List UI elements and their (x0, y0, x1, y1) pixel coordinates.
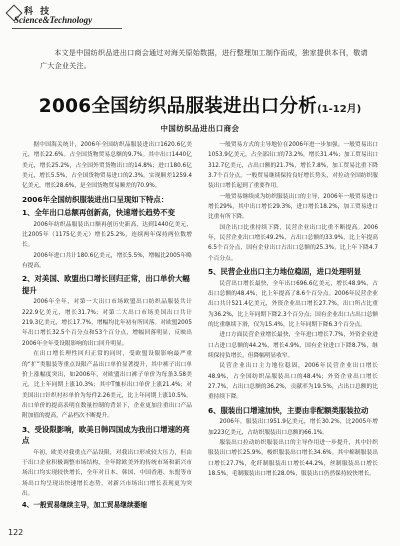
section-heading: 2006年全国纺织服装进出口呈现如下特点： (22, 194, 169, 204)
section-heading: 1、全年出口总额再创新高，快速增长趋势不变 (22, 208, 175, 218)
article-title (0, 92, 400, 118)
paragraph: 一般贸易继续成为纺织服装出口的主导，2006年一般贸易进口增长29%，其中出口增长29.3%，进口增长18.2%，加工贸易进口比重有所下降。 (208, 193, 378, 221)
section-title-zh: 科 技 (24, 7, 52, 17)
paragraph: 据中国海关统计，2006年全国纺织品服装进出口1620.6亿美元，增长22.6%。占全国货物贸易总额的9.7%。其中出口1440亿美元，增长25.2%，占全国外贸货物出口的14.8%；进口180.6亿美元，增长5.5%，占全国货物贸易进口的2.3%。实现顺差1259.4亿美元，增长28.6%，是全国货物贸易顺差的70.9%。 (22, 142, 192, 190)
paragraph: 在出口增长理性回归正常的同时，受欧盟设限影响最严重的“扩”类服装等重点设限产品出口单价显著提升，其中裤子出口单价上涨幅度突出，如2006年，对欧盟出口裤子单价为每条3.58美元，比上年同期上涨10.3%；其中T恤衫出口单价上涨21.4%；对美国出口针织衬衫单价为每件2.26美元，比上年同期上涨10.5%。出口单价的提高表明在数量控制的背景下，企业更加注重出口产品附加值的提高，产品档次不断提升。 (22, 351, 192, 420)
section-heading: 2、对美国、欧盟出口增长回归正常，出口单价大幅提升 (22, 274, 190, 295)
editor-note: 本文是中国纺织品进出口商会通过对海关原始数据，进行整理加工制作而成，独家提供本刊，敬请广大企业关注。 (40, 48, 368, 70)
section-heading: 4、一般贸易继续主导，加工贸易继续萎缩 (22, 501, 148, 510)
paragraph: 民营出口增长最快，全年出口696.6亿美元，增长48.9%，占出口总额的48.4%，比上年提高了8.6个百分点。2006年民营企业出口共计521.4亿美元，外资企业出口增长27.7%，出口所占比重为36.2%，比上年同期下降2.3个百分点；国有企业出口占出口总额的比重继续下滑，仅为15.4%，比上年同期下降6.3个百分点。 (208, 280, 378, 328)
paragraph: 2006年进口共计180.6亿美元，增长5.5%，增幅比2005年略有提高。 (22, 252, 192, 270)
article-title-main: 2006全国纺织品服装进出口分析 (38, 96, 318, 117)
section-divider (12, 28, 122, 29)
paragraph: 民营企业出口主力地位稳固，2006年民营企业出口增长48.9%，占全国纺织品服装出口的48.4%；外资企业出口增长27.7%，占出口总额的36.2%，贡献率为19.5%，占出口总额的比重持续下降。 (208, 363, 378, 401)
article-column-left (22, 140, 192, 510)
paragraph: 2006年纺织品服装出口额再创历史新高，达到1440亿美元，比2005年（1175亿美元）增长25.2%，连续两年保持两位数增长。 (22, 221, 192, 249)
section-heading: 6、服装出口增速加快，主要由非配额类服装拉动 (208, 405, 369, 415)
paragraph: 服装出口拉动纺织服装出口的主导作用进一步提升，其中针织服装出口增长25.9%，梭织服装出口增长34.6%。其中棉制服装出口增长27.7%，化纤制服装出口增长44.2%，丝制服装出口增长18.5%，毛制服装出口增长28.0%，服装出口仍然保持较快增长。 (208, 439, 378, 477)
paragraph: 年初，欧美对我重点产品设限，对我出口形成较大压力，但由于出口企业积极调整市场结构，全年除欧美外的传统市场和新兴市场出口均实现较快增长，全年对日本、韩国、中国香港、东盟等市场出口均呈现出快速增长态势，对新兴市场出口增长表现更为突出。 (22, 449, 192, 497)
paragraph: 2006年，服装出口951.9亿美元，增长30.2%，比2005年增加223亿美元，占纺织服装出口总额的66.1%。 (208, 419, 378, 436)
paragraph: 国企出口比重持续下降，民营企业出口比重不断提高。2006年，民营企业出口增长49.2%，占出口总额的33.9%，比上年提高6.5个百分点，国有企业出口占出口总额的25.3%，比上年下降4.7个百分点。 (208, 224, 378, 262)
article-author: 中国纺织品进出口商会 (160, 124, 240, 133)
section-heading: 3、受设限影响，欧美日韩四国成为我出口增速的亮点 (22, 424, 190, 446)
paragraph: 一般贸易方式的主导地位在2006年进一步加强。一般贸易出口1053.9亿美元，占全部出口的73.2%，增长31.4%；加工贸易出口312.7亿美元，占出口额的21.7%，增长7.8%，加工贸易比重下降3.7个百分点，一般贸易继续保持良好增长势头，对拉动全国纺织服装出口增长起到了重要作用。 (208, 142, 378, 190)
paragraph: 2006年全年，对第一大出口市场欧盟出口纺织品服装共计222.9亿美元，增长31.7%；对第二大出口市场美国出口共计219.3亿美元，增长17.7%，增幅均比年初有所回落。对欧盟2005年出口增长32.5个百分点和53个百分点，增幅回落明显，反映出2006年全年受设限影响的出口回升明显。 (22, 299, 192, 347)
page-number: 122 (8, 528, 24, 537)
paragraph: 进口方面民营企业增长最快，全年进口增长7.7%，外资企业进口占进口总额的44.2%，增长4.9%，国有企业进口下降8.7%，继续保持负增长，但降幅明显收窄。 (208, 332, 378, 360)
section-heading: 5、民营企业出口主力地位稳固，进口处理明显 (208, 267, 361, 277)
article-column-right (208, 140, 378, 504)
section-title-en: Science&Technology (14, 15, 93, 25)
article-title-suffix: (1-12月) (317, 104, 362, 115)
section-header (6, 4, 96, 30)
